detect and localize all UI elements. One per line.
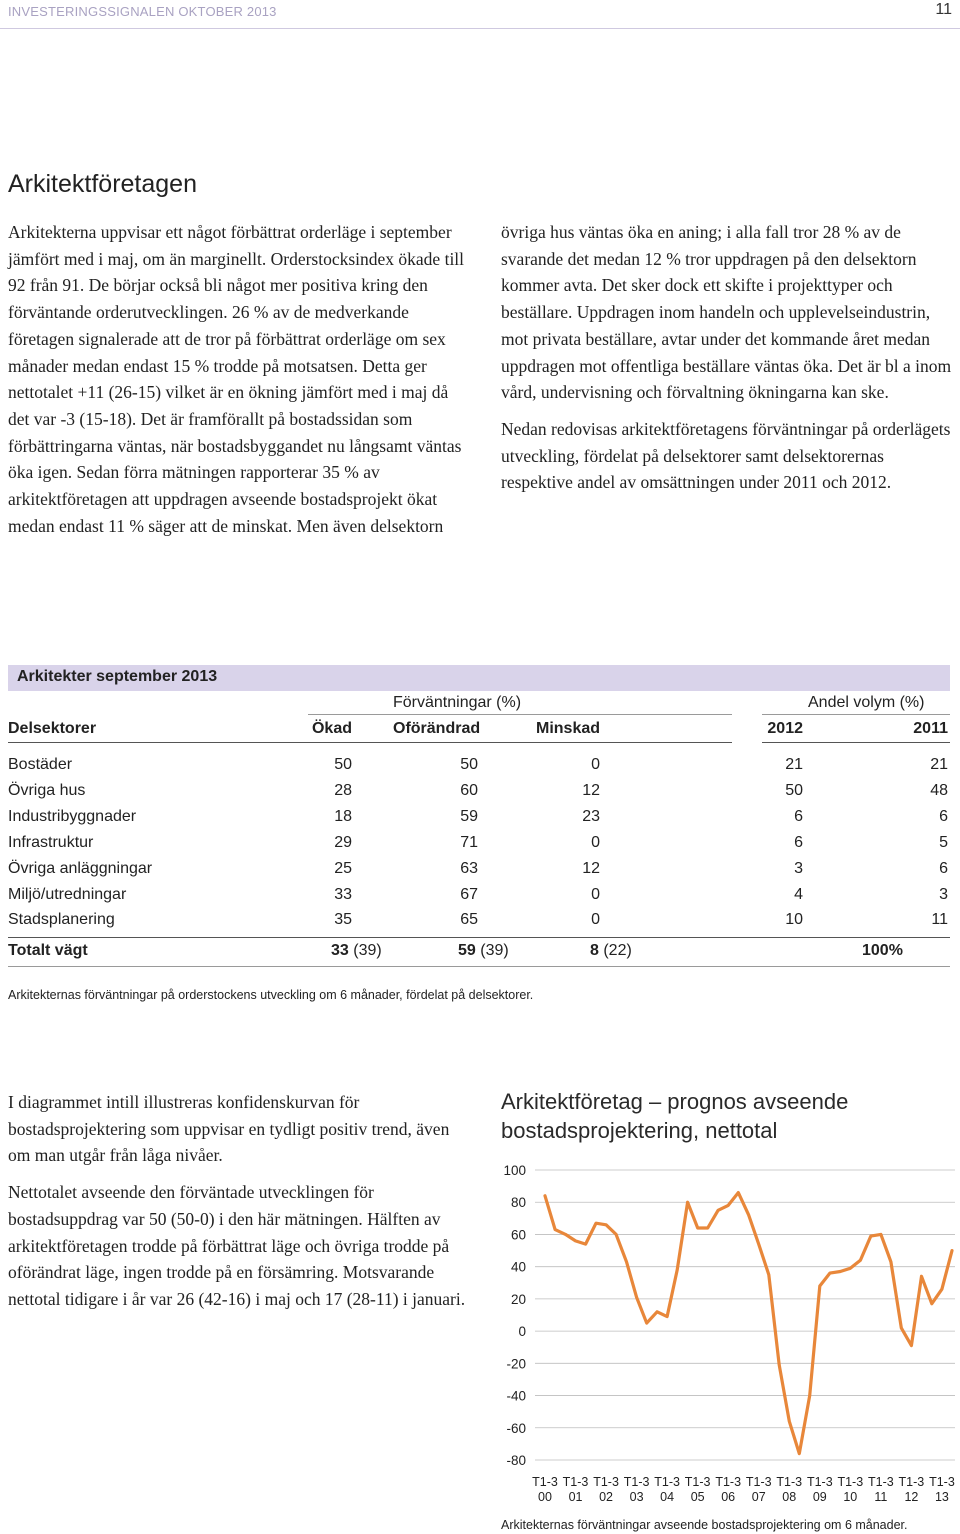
x-tick-label: 05	[690, 1490, 705, 1504]
table-cell-sektor: Övriga anläggningar	[8, 859, 153, 877]
x-tick-label: T1-3	[593, 1475, 619, 1489]
table-cell-vol-2011: 11	[931, 911, 948, 929]
x-tick-label: T1-3	[868, 1475, 894, 1489]
table-bottom-rule	[8, 966, 950, 967]
header-rule-left	[8, 742, 732, 743]
y-tick-label: -20	[506, 1356, 526, 1372]
text-column-1	[8, 219, 473, 539]
paragraph: Arkitekterna uppvisar ett något förbättrat orderläge i september jämfört med i maj, om än marginellt. Orderstocksindex ökade till 92 från 91. De börjar också bli något mer positiva kring den förväntande orderutvecklingen. 26 % av de medverkande företagen signalerade att de tror på förbättrat orderläge om sex månader medan endast 15 % trodde på motsatsen. Detta ger nettotalet +11 (26-15) vilket är en ökning jämfört med i maj då det var -3 (15-18). Det är framförallt på bostadssidan som förbättringarna väntas, när bostadsbyggandet nu långsamt väntas öka igen. Sedan förra mätningen rapporterar 35 % av arkitektföretagen att uppdragen avseende bostadsprojekt ökat medan endast 11 % säger att de minskat. Men även delsektorn	[8, 222, 465, 536]
x-tick-label: 12	[904, 1490, 919, 1504]
table-cell-minskad: 12	[582, 781, 600, 799]
table-cell-minskad: 0	[591, 756, 600, 773]
col-header-2011: 2011	[913, 720, 948, 737]
x-tick-label: 06	[721, 1490, 736, 1504]
total-min-value: 8	[590, 942, 599, 959]
text-column-3	[8, 1089, 473, 1313]
y-tick-label: 40	[510, 1259, 526, 1275]
table-cell-vol-2011: 6	[939, 807, 948, 825]
x-tick-label: 03	[629, 1490, 644, 1504]
total-okad-prev: (39)	[348, 942, 382, 959]
total-oforandrad	[458, 942, 509, 960]
col-header-okad: Ökad	[311, 720, 352, 737]
table-cell-vol-2012: 4	[794, 885, 803, 903]
table-caption: Arkitekternas förväntningar på orderstockens utveckling om 6 månader, fördelat på delsektorer.	[8, 988, 534, 1002]
table-cell-oforandrad: 71	[460, 833, 478, 851]
x-tick-label: 10	[843, 1490, 858, 1504]
x-tick-label: T1-3	[623, 1475, 650, 1489]
table-cell-vol-2012: 10	[785, 911, 803, 929]
table-cell-okad: 29	[334, 833, 352, 851]
y-tick-label: 20	[510, 1291, 526, 1307]
total-of-value: 59	[458, 942, 476, 959]
x-tick-label: 01	[568, 1490, 583, 1504]
line-chart	[490, 1150, 960, 1510]
page-number: 11	[935, 1, 952, 18]
table-cell-sektor: Industribyggnader	[8, 807, 137, 825]
table-cell-oforandrad: 65	[460, 911, 478, 929]
publication-header: INVESTERINGSSIGNALEN OKTOBER 2013	[8, 4, 277, 19]
paragraph: Nettotalet avseende den förväntade utvecklingen för bostadsuppdrag var 50 (50-0) i den här mätningen. Hälften av arkitektföretagen trodde på förbättrat läge och övriga trodde på oförändrat läge, ingen trodde på en försämring. Motsvarande nettotal tidigare i år var 26 (42-16) i maj och 17 (28-11) i januari.	[8, 1182, 466, 1309]
table-cell-vol-2012: 50	[785, 781, 803, 799]
table-cell-vol-2012: 21	[785, 756, 803, 773]
table-cell-minskad: 0	[591, 833, 600, 851]
x-tick-label: 07	[751, 1490, 766, 1504]
x-tick-label: T1-3	[684, 1475, 711, 1489]
section-title: Arkitektföretagen	[8, 170, 197, 198]
total-label: Totalt vägt	[8, 942, 88, 959]
table-cell-sektor: Stadsplanering	[8, 911, 115, 929]
table-cell-oforandrad: 63	[460, 859, 478, 877]
table-cell-okad: 50	[334, 756, 352, 773]
x-tick-label: T1-3	[806, 1475, 833, 1489]
table-cell-vol-2011: 5	[939, 833, 948, 851]
x-tick-label: 08	[782, 1490, 797, 1504]
table-cell-vol-2011: 3	[939, 885, 948, 903]
paragraph: Nedan redovisas arkitektföretagens förväntningar på orderlägets utveckling, fördelat på delsektorer samt delsektorernas respektive andel av omsättningen under 2011 och 2012.	[501, 418, 951, 493]
table-cell-okad: 18	[334, 807, 352, 825]
paragraph: I diagrammet intill illustreras konfidenskurvan för bostadsprojektering som uppvisar en tydligt positiv trend, även om man utgår från låga nivåer.	[8, 1092, 450, 1166]
text-column-2	[501, 219, 956, 496]
table-title: Arkitekter september 2013	[17, 668, 218, 685]
y-tick-label: 100	[503, 1163, 526, 1178]
table-cell-vol-2011: 6	[939, 859, 948, 877]
x-tick-label: 09	[812, 1490, 827, 1504]
col-header-2012: 2012	[767, 720, 803, 737]
table-cell-vol-2011: 48	[930, 781, 948, 799]
header-rule-right	[762, 742, 950, 743]
table-cell-okad: 33	[334, 885, 352, 903]
col-header-minskad: Minskad	[536, 720, 601, 737]
table-cell-vol-2012: 6	[794, 833, 803, 851]
y-tick-label: -40	[506, 1388, 526, 1404]
group-rule-volume	[762, 714, 950, 715]
table-cell-minskad: 0	[591, 911, 600, 929]
table-cell-oforandrad: 60	[460, 781, 478, 799]
table-cell-minskad: 12	[582, 859, 600, 877]
x-tick-label: T1-3	[929, 1475, 955, 1489]
x-tick-label: T1-3	[776, 1475, 803, 1489]
total-min-prev: (22)	[598, 942, 632, 959]
group-header-expectations: Förväntningar (%)	[393, 694, 522, 711]
chart-title: Arkitektföretag – prognos avseende bostadsprojektering, nettotal	[501, 1089, 849, 1143]
table-cell-okad: 35	[334, 911, 352, 929]
table-cell-okad: 25	[334, 859, 352, 877]
x-tick-label: T1-3	[654, 1475, 680, 1489]
total-okad-value: 33	[331, 942, 349, 959]
x-tick-label: 11	[874, 1490, 888, 1504]
table-cell-oforandrad: 59	[460, 807, 478, 825]
y-tick-label: -80	[506, 1453, 526, 1468]
header-rule	[0, 28, 960, 29]
y-tick-label: 80	[510, 1195, 526, 1211]
x-tick-label: 02	[599, 1490, 614, 1504]
table-cell-minskad: 23	[582, 807, 600, 825]
table-cell-vol-2012: 3	[794, 859, 803, 877]
x-tick-label: T1-3	[715, 1475, 742, 1489]
total-okad	[331, 942, 382, 960]
table-cell-sektor: Bostäder	[8, 756, 73, 773]
x-tick-label: 04	[660, 1490, 675, 1504]
table-cell-sektor: Övriga hus	[8, 781, 86, 799]
total-minskad	[590, 942, 632, 960]
y-tick-label: -60	[506, 1420, 526, 1436]
total-of-prev: (39)	[475, 942, 509, 959]
table-cell-vol-2012: 6	[794, 807, 803, 825]
x-tick-label: T1-3	[745, 1475, 772, 1489]
x-tick-label: T1-3	[562, 1475, 589, 1489]
x-tick-label: 13	[934, 1490, 949, 1504]
table-cell-sektor: Miljö/utredningar	[8, 885, 127, 903]
chart-caption: Arkitekternas förväntningar avseende bostadsprojektering om 6 månader.	[501, 1518, 908, 1532]
table-title-bar	[8, 665, 950, 691]
y-tick-label: 60	[510, 1227, 526, 1243]
total-rule	[8, 937, 950, 938]
table-cell-minskad: 0	[591, 885, 600, 903]
group-rule-expectations	[308, 714, 732, 715]
table-cell-sektor: Infrastruktur	[8, 833, 94, 851]
table-cell-vol-2011: 21	[930, 756, 948, 773]
x-tick-label: T1-3	[837, 1475, 864, 1489]
x-tick-label: T1-3	[532, 1475, 558, 1489]
paragraph: övriga hus väntas öka en aning; i alla fall tror 28 % av de svarande det medan 12 % tror uppdragen på den delsektorn kommer avta. Det sker dock ett skifte i projekttyper och beställare. Uppdragen inom handeln och upplevelseindustrin, mot privata beställare, avtar under det kommande året medan uppdragen mot offentliga beställare väntas öka. Det är bl a inom vård, undervisning och förvaltning ökningarna kan ske.	[501, 222, 952, 403]
x-tick-label: 00	[538, 1490, 552, 1504]
series-line	[545, 1193, 952, 1454]
table-cell-oforandrad: 67	[460, 885, 478, 903]
col-header-delsektorer: Delsektorer	[8, 720, 97, 737]
x-tick-label: T1-3	[898, 1475, 925, 1489]
y-tick-label: 0	[518, 1324, 526, 1340]
col-header-oforandrad: Oförändrad	[393, 720, 481, 737]
table-cell-okad: 28	[334, 781, 352, 799]
group-header-volume: Andel volym (%)	[808, 694, 925, 711]
table-cell-oforandrad: 50	[460, 756, 478, 773]
total-volume: 100%	[862, 942, 903, 959]
